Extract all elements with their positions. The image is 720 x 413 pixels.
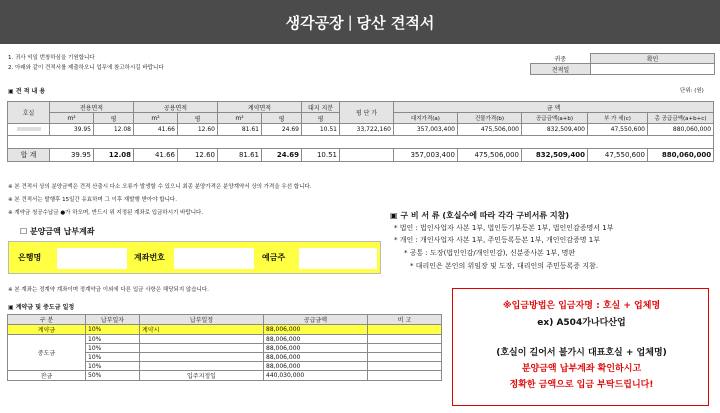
cell: 10.51	[302, 124, 340, 136]
docs-line: * 공통 : 도장(법인인감/개인인감), 신분증사본 1부, 명판	[404, 249, 576, 257]
sched-note	[368, 362, 442, 371]
sched-header: 구 분	[8, 315, 86, 325]
note-line: 1. 귀사 익일 번창하심을 기원합니다	[8, 55, 95, 61]
unit-label: 단위: (원)	[680, 88, 704, 94]
sched-pct: 10%	[86, 353, 140, 362]
note-line: ※ 본 계좌는 정계약 계좌이며 정계약금 이외에 다른 입금 사항은 해당되지 않습니다.	[8, 287, 209, 293]
sched-when: 입주지정일	[140, 371, 264, 381]
sum-cell: 12.60	[178, 149, 218, 162]
sched-amount: 440,030,000	[264, 371, 368, 381]
holder-label: 예금주	[262, 253, 286, 262]
cell: 33,722,160	[340, 124, 394, 136]
cell: 24.69	[262, 124, 302, 136]
sched-amount: 88,006,000	[264, 335, 368, 344]
company-title: 생각공장	[285, 13, 344, 32]
sched-when: 계약시	[140, 325, 264, 335]
cell: 12.60	[178, 124, 218, 136]
sched-when	[140, 344, 264, 353]
col-exclusive: 전용면적	[50, 102, 134, 113]
sub-py: 평	[262, 113, 302, 124]
sched-pct: 10%	[86, 344, 140, 353]
sched-type: 잔금	[8, 371, 86, 381]
notice-line: 정확한 금액으로 입금 부탁드립니다!	[509, 380, 654, 390]
docs-line: * 법인 : 법인사업자 사본 1부, 법인등기부등본 1부, 법인인감증명서 1부	[394, 224, 614, 232]
schedule-table	[7, 314, 442, 381]
section-title-estimate: ▣ 견 적 내 용	[8, 88, 46, 95]
cell: 880,060,000	[648, 124, 714, 136]
sched-amount: 88,006,000	[264, 353, 368, 362]
unit-cell	[8, 124, 50, 136]
title-bar	[0, 0, 720, 44]
sched-note	[368, 371, 442, 381]
cell: 475,506,000	[458, 124, 522, 136]
notice-line: ※입금방법은 입금자명 : 호실 + 업체명	[502, 301, 661, 311]
sub-supply: 공급금액(a+b)	[522, 113, 588, 124]
col-contract: 계약면적	[218, 102, 302, 113]
notice-line: (호실이 길어서 불가시 대표호실 + 업체명)	[496, 348, 667, 358]
sum-cell: 832,509,400	[522, 149, 588, 162]
col-land-share: 대지 지분	[302, 102, 340, 113]
docs-line: * 대리인은 본인의 위임장 및 도장, 대리인의 주민등록증 지참.	[410, 262, 599, 270]
sched-pct: 10%	[86, 335, 140, 344]
sum-cell: 24.69	[262, 149, 302, 162]
note-line: ※ 본 견적서는 발행후 15일간 유효하며 그 이후 재발행 받아야 합니다.	[8, 197, 177, 203]
cell: 41.66	[134, 124, 178, 136]
page-title: 당산 견적서	[356, 13, 435, 32]
note-line: 2. 아래와 같이 견적서를 제출하오니 업무에 참고하시길 바랍니다	[8, 65, 164, 71]
sched-when	[140, 335, 264, 344]
sum-cell: 81.61	[218, 149, 262, 162]
cell: 47,550,600	[588, 124, 648, 136]
sub-m2: m²	[218, 113, 262, 124]
title-separator: |	[347, 13, 353, 31]
sched-amount: 88,006,000	[264, 344, 368, 353]
col-unit: 호실	[8, 102, 50, 124]
col-amount: 금 액	[394, 102, 714, 113]
cell: 832,509,400	[522, 124, 588, 136]
sum-cell: 12.08	[94, 149, 134, 162]
col-price-per-py: 평 단 가	[340, 102, 394, 124]
docs-title: ▣ 구 비 서 류 (호실수에 따라 각각 구비서류 지참)	[390, 211, 570, 220]
sum-cell: 41.66	[134, 149, 178, 162]
info-table	[530, 53, 715, 75]
sched-note	[368, 353, 442, 362]
sched-type: 계약금	[8, 325, 86, 335]
estimate-table	[7, 101, 714, 162]
date-value	[591, 64, 715, 75]
account-number-value	[174, 248, 254, 269]
sched-note	[368, 325, 442, 335]
recipient-suffix: 귀중	[531, 54, 591, 64]
sum-cell: 47,550,600	[588, 149, 648, 162]
cell: 39.95	[50, 124, 94, 136]
sched-amount: 88,006,000	[264, 325, 368, 335]
cell: 357,003,400	[394, 124, 458, 136]
holder-value	[299, 248, 377, 269]
account-box	[8, 241, 381, 274]
col-common: 공용면적	[134, 102, 218, 113]
sub-py: 평	[302, 113, 340, 124]
sub-m2: m²	[50, 113, 94, 124]
sub-vat: 부 가 세(c)	[588, 113, 648, 124]
sub-py: 평	[94, 113, 134, 124]
confirm-label: 확인	[591, 54, 715, 64]
sub-m2: m²	[134, 113, 178, 124]
cell: 12.08	[94, 124, 134, 136]
sched-type: 중도금	[8, 335, 86, 371]
docs-line: * 개인 : 개인사업자 사본 1부, 주민등록등본 1부, 개인인감증명 1부	[394, 236, 600, 244]
sched-header: 납부일자	[86, 315, 140, 325]
sched-header: 납부일정	[140, 315, 264, 325]
sum-cell: 10.51	[302, 149, 340, 162]
notice-line: ex) A504가나다산업	[537, 318, 626, 328]
sub-land-price: 대지가격(a)	[394, 113, 458, 124]
sched-when	[140, 362, 264, 371]
sum-label: 합 계	[8, 149, 50, 162]
sum-cell: 39.95	[50, 149, 94, 162]
deposit-notice	[452, 288, 709, 406]
sum-cell: 357,003,400	[394, 149, 458, 162]
bank-value	[57, 248, 127, 269]
sched-note	[368, 344, 442, 353]
sub-total: 총 공급금액(a+b+c)	[648, 113, 714, 124]
note-line: ※ 본 견적서 상의 분양금액은 견적 산출시 다소 오류가 발생할 수 있으니 최종 분양가격은 분양계약서 상의 가격을 우선 합니다.	[8, 184, 312, 190]
date-label: 견적일	[531, 64, 591, 75]
sched-pct: 50%	[86, 371, 140, 381]
sched-when	[140, 353, 264, 362]
sum-cell: 880,060,000	[648, 149, 714, 162]
bank-label: 은행명	[18, 253, 42, 262]
sub-py: 평	[178, 113, 218, 124]
schedule-title: ▣ 계약금 및 중도금 일정	[8, 304, 75, 311]
sub-building-price: 건물가격(b)	[458, 113, 522, 124]
account-number-label: 계좌번호	[134, 253, 165, 262]
sched-header: 공급금액	[264, 315, 368, 325]
spacer-row	[8, 136, 714, 149]
sum-cell: 475,506,000	[458, 149, 522, 162]
notice-line: 분양금액 납부계좌 확인하시고	[521, 364, 642, 374]
account-title: ☐ 분양금액 납부계좌	[20, 227, 95, 236]
note-line: ※ 계약금 청공수납금 ●가 하오며, 반드시 위 지정된 계좌로 입금하시기 바랍니다.	[8, 210, 204, 216]
checkbox-icon: ▣	[390, 211, 401, 220]
sched-header: 비 고	[368, 315, 442, 325]
cell: 81.61	[218, 124, 262, 136]
sched-pct: 10%	[86, 325, 140, 335]
sched-pct: 10%	[86, 362, 140, 371]
sched-note	[368, 335, 442, 344]
sum-cell-empty	[340, 149, 394, 162]
sched-amount: 88,006,000	[264, 362, 368, 371]
